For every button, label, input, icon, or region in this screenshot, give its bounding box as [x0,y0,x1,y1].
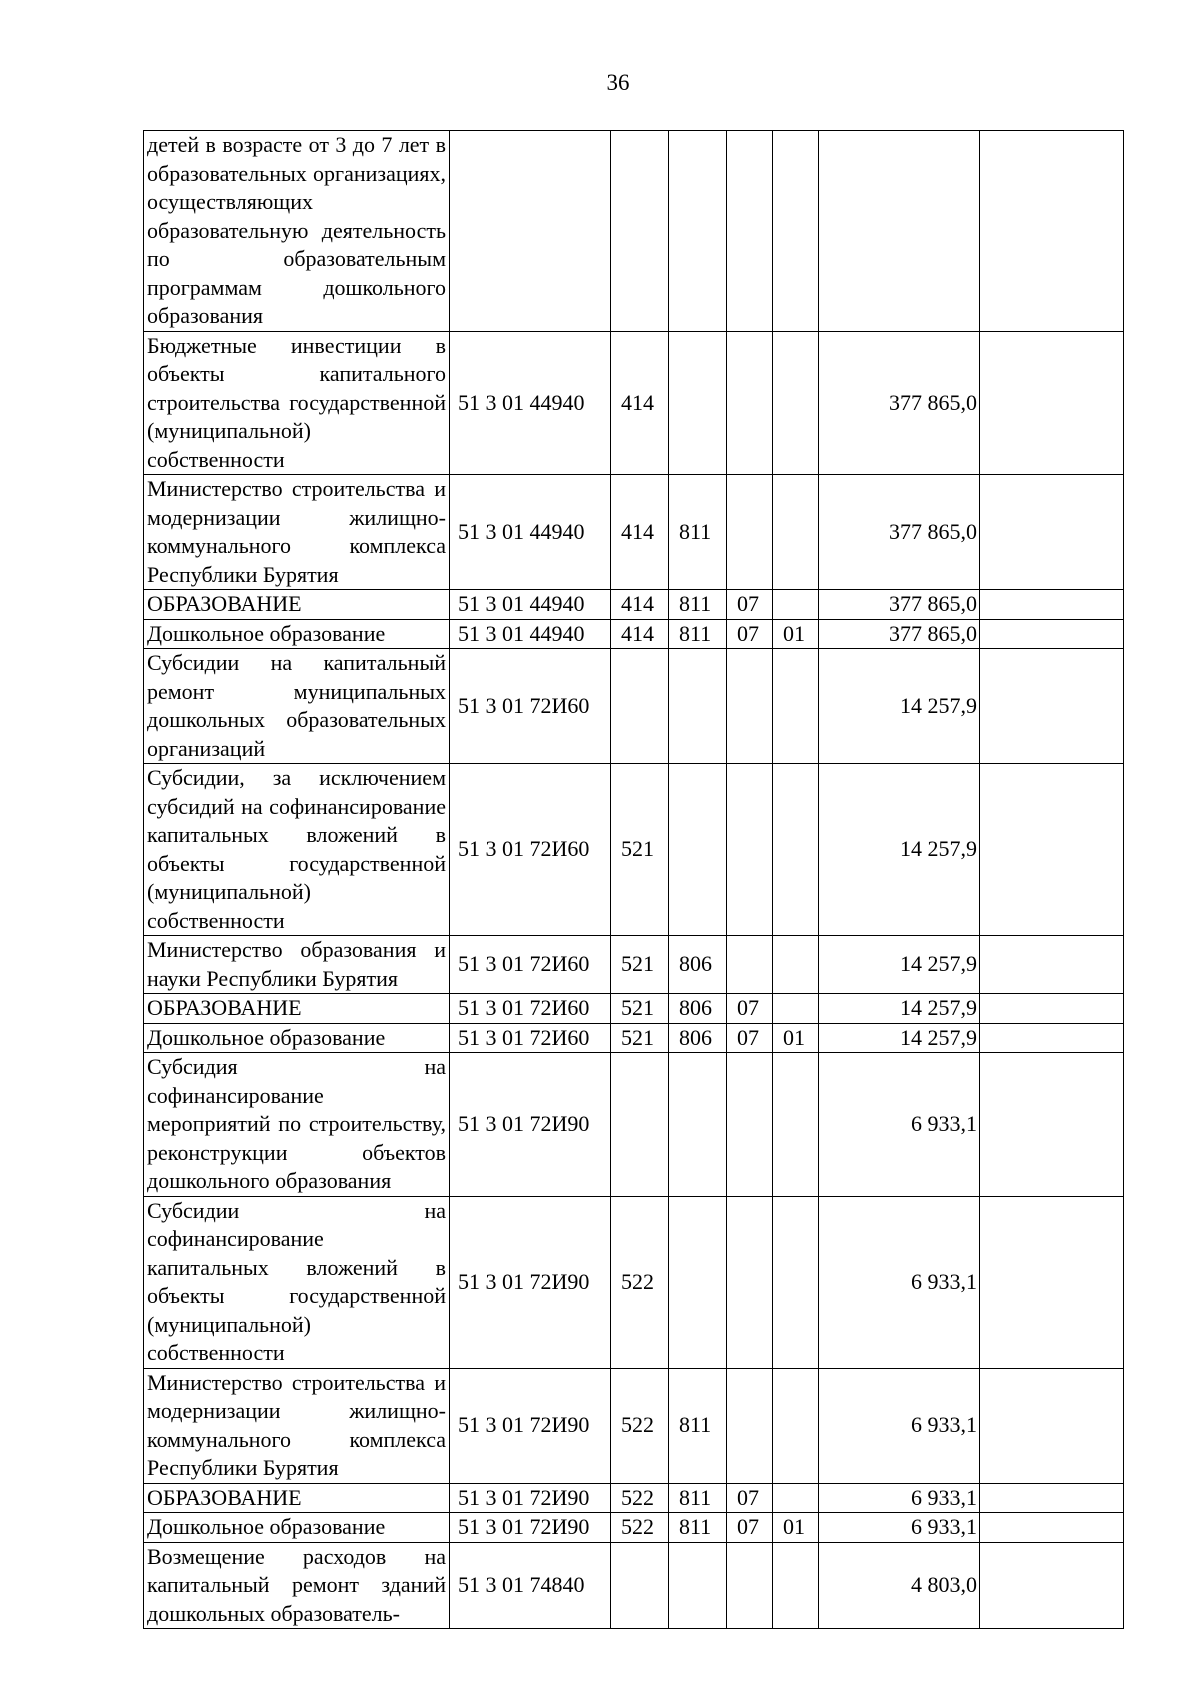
amount: 14 257,9 [819,764,980,936]
budget-table [143,130,1124,1629]
expense-type: 522 [611,1196,669,1368]
empty-column [980,1196,1124,1368]
section-code [727,1542,773,1629]
subsection-code [773,1483,819,1513]
section-code [727,331,773,475]
row-description: Министерство строительства и модернизации жилищно-коммунального комплекса Республики Бурятия [144,475,450,590]
subsection-code [773,649,819,764]
ministry-code: 811 [669,590,727,620]
table-row [144,1053,1124,1197]
expense-type: 521 [611,764,669,936]
empty-column [980,994,1124,1024]
target-code: 51 3 01 44940 [450,331,611,475]
table-row [144,1542,1124,1629]
section-code: 07 [727,590,773,620]
ministry-code: 811 [669,475,727,590]
expense-type: 414 [611,619,669,649]
empty-column [980,131,1124,332]
section-code [727,475,773,590]
amount: 6 933,1 [819,1196,980,1368]
ministry-code [669,1196,727,1368]
row-description: Дошкольное образование [144,1513,450,1543]
amount: 377 865,0 [819,331,980,475]
row-description: Бюджетные инвестиции в объекты капитального строительства государственной (муниципальной) собственности [144,331,450,475]
section-code [727,764,773,936]
ministry-code: 811 [669,1368,727,1483]
table-row [144,1023,1124,1053]
empty-column [980,1053,1124,1197]
expense-type: 521 [611,936,669,994]
empty-column [980,1368,1124,1483]
page-number: 36 [606,70,630,95]
amount: 6 933,1 [819,1513,980,1543]
subsection-code [773,590,819,620]
subsection-code [773,994,819,1024]
row-description: Возмещение расходов на капитальный ремонт зданий дошкольных образователь- [144,1542,450,1629]
target-code: 51 3 01 72И90 [450,1196,611,1368]
empty-column [980,936,1124,994]
row-description: Субсидия на софинансирование мероприятий по строительству, реконструкции объектов дошкольного образования [144,1053,450,1197]
row-description: Субсидии на софинансирование капитальных вложений в объекты государственной (муниципальной) собственности [144,1196,450,1368]
expense-type: 414 [611,331,669,475]
amount [819,131,980,332]
target-code: 51 3 01 74840 [450,1542,611,1629]
expense-type: 521 [611,1023,669,1053]
empty-column [980,1513,1124,1543]
row-description: Дошкольное образование [144,1023,450,1053]
subsection-code: 01 [773,619,819,649]
table-row [144,475,1124,590]
ministry-code [669,649,727,764]
row-description: детей в возрасте от 3 до 7 лет в образовательных организациях, осуществляющих образовательную деятельность по образовательным программам дошкольного образования [144,131,450,332]
table-row [144,131,1124,332]
target-code: 51 3 01 44940 [450,590,611,620]
ministry-code: 811 [669,1483,727,1513]
amount: 6 933,1 [819,1483,980,1513]
table-row [144,764,1124,936]
ministry-code: 806 [669,1023,727,1053]
expense-type [611,649,669,764]
expense-type: 522 [611,1513,669,1543]
target-code: 51 3 01 72И60 [450,936,611,994]
table-row [144,1196,1124,1368]
expense-type: 522 [611,1368,669,1483]
section-code: 07 [727,994,773,1024]
subsection-code [773,331,819,475]
ministry-code [669,131,727,332]
row-description: Министерство образования и науки Республики Бурятия [144,936,450,994]
empty-column [980,619,1124,649]
table-row [144,619,1124,649]
target-code: 51 3 01 72И60 [450,994,611,1024]
ministry-code: 811 [669,619,727,649]
target-code: 51 3 01 72И60 [450,1023,611,1053]
section-code [727,1196,773,1368]
row-description: Субсидии, за исключением субсидий на софинансирование капитальных вложений в объекты государственной (муниципальной) собственности [144,764,450,936]
ministry-code: 806 [669,936,727,994]
subsection-code [773,1368,819,1483]
section-code [727,936,773,994]
subsection-code: 01 [773,1023,819,1053]
amount: 377 865,0 [819,619,980,649]
row-description: Министерство строительства и модернизации жилищно-коммунального комплекса Республики Бурятия [144,1368,450,1483]
target-code: 51 3 01 72И60 [450,764,611,936]
subsection-code: 01 [773,1513,819,1543]
target-code: 51 3 01 72И90 [450,1483,611,1513]
section-code: 07 [727,1483,773,1513]
ministry-code: 811 [669,1513,727,1543]
table-row [144,590,1124,620]
amount: 14 257,9 [819,1023,980,1053]
ministry-code: 806 [669,994,727,1024]
target-code: 51 3 01 72И90 [450,1513,611,1543]
section-code [727,1053,773,1197]
amount: 377 865,0 [819,590,980,620]
amount: 14 257,9 [819,994,980,1024]
amount: 4 803,0 [819,1542,980,1629]
empty-column [980,475,1124,590]
subsection-code [773,1053,819,1197]
amount: 377 865,0 [819,475,980,590]
target-code: 51 3 01 44940 [450,619,611,649]
ministry-code [669,764,727,936]
amount: 6 933,1 [819,1368,980,1483]
expense-type: 522 [611,1483,669,1513]
section-code [727,131,773,332]
empty-column [980,590,1124,620]
target-code: 51 3 01 72И90 [450,1368,611,1483]
table-row [144,1483,1124,1513]
table-row [144,1368,1124,1483]
expense-type [611,1053,669,1197]
empty-column [980,764,1124,936]
target-code [450,131,611,332]
ministry-code [669,1053,727,1197]
amount: 14 257,9 [819,936,980,994]
row-description: Субсидии на капитальный ремонт муниципальных дошкольных образовательных организаций [144,649,450,764]
row-description: ОБРАЗОВАНИЕ [144,1483,450,1513]
target-code: 51 3 01 44940 [450,475,611,590]
section-code [727,649,773,764]
target-code: 51 3 01 72И60 [450,649,611,764]
row-description: ОБРАЗОВАНИЕ [144,994,450,1024]
table-row [144,994,1124,1024]
table-row [144,649,1124,764]
subsection-code [773,1196,819,1368]
empty-column [980,1483,1124,1513]
subsection-code [773,475,819,590]
expense-type [611,131,669,332]
section-code [727,1368,773,1483]
section-code: 07 [727,619,773,649]
amount: 6 933,1 [819,1053,980,1197]
expense-type: 521 [611,994,669,1024]
empty-column [980,331,1124,475]
ministry-code [669,1542,727,1629]
ministry-code [669,331,727,475]
expense-type: 414 [611,475,669,590]
amount: 14 257,9 [819,649,980,764]
empty-column [980,1023,1124,1053]
subsection-code [773,936,819,994]
section-code: 07 [727,1513,773,1543]
empty-column [980,649,1124,764]
expense-type [611,1542,669,1629]
section-code: 07 [727,1023,773,1053]
table-row [144,331,1124,475]
empty-column [980,1542,1124,1629]
subsection-code [773,1542,819,1629]
row-description: ОБРАЗОВАНИЕ [144,590,450,620]
table-row [144,936,1124,994]
table-row [144,1513,1124,1543]
target-code: 51 3 01 72И90 [450,1053,611,1197]
subsection-code [773,131,819,332]
subsection-code [773,764,819,936]
expense-type: 414 [611,590,669,620]
row-description: Дошкольное образование [144,619,450,649]
